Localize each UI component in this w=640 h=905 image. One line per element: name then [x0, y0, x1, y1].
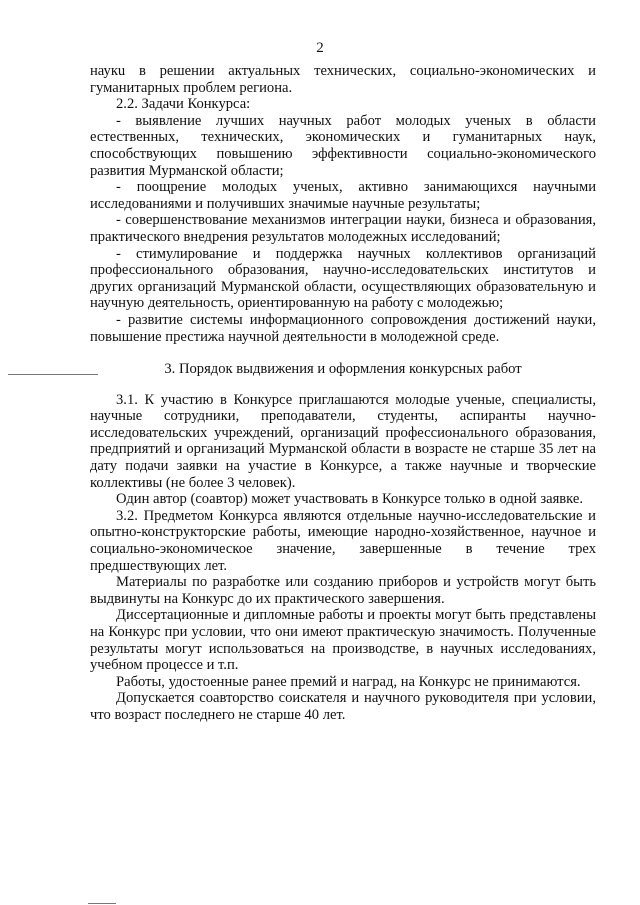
scan-artifact-line	[8, 374, 98, 375]
paragraph-continuation: наукu в решении актуальных технических, социально-экономических и гуманитарных проблем региона.	[90, 63, 596, 96]
paragraph-awarded-works: Работы, удостоенные ранее премий и наград, на Конкурс не принимаются.	[116, 673, 581, 690]
task-item-2: - поощрение молодых ученых, активно занимающихся научными исследованиями и получивших значимые научные результаты;	[90, 179, 596, 212]
paragraph-coauthorship: Допускается соавторство соискателя и научного руководителя при условии, что возраст последнего не старше 40 лет.	[90, 690, 596, 723]
paragraph-3-1: 3.1. К участию в Конкурсе приглашаются молодые ученые, специалисты, научные сотрудники, преподаватели, студенты, аспиранты научно-исследовательских учреждений, организаций профессионального образования, предприятий и организаций Мурманской области в возрасте не старше 35 лет на дату подачи заявки на участие в Конкурсе, а также научные и творческие коллективы (не более 3 человек).	[90, 391, 596, 491]
task-item-3: - совершенствование механизмов интеграции науки, бизнеса и образования, практического внедрения результатов молодежных исследований;	[90, 212, 596, 245]
section-heading: 3. Порядок выдвижения и оформления конкурсных работ	[164, 361, 522, 378]
page-number: 2	[316, 40, 324, 56]
subsection-heading-2-2: 2.2. Задачи Конкурса:	[116, 96, 251, 113]
paragraph-materials: Материалы по разработке или созданию приборов и устройств могут быть выдвинуты на Конкурс до их практического завершения.	[90, 574, 596, 607]
scan-artifact-bottom-line	[88, 903, 116, 904]
task-item-5: - развитие системы информационного сопровождения достижений науки, повышение престижа научной деятельности в молодежной среде.	[90, 311, 596, 345]
paragraph-one-author: Один автор (соавтор) может участвовать в Конкурсе только в одной заявке.	[116, 491, 584, 508]
task-item-1: - выявление лучших научных работ молодых ученых в области естественных, технических, экономических и гуманитарных наук, способствующих повышению эффективности социально-экономического развития Мурманской области;	[90, 112, 596, 179]
task-item-4: - стимулирование и поддержка научных коллективов организаций профессионального образования, научно-исследовательских институтов и других организаций Мурманской области, осуществляющих образовательную и научную деятельность, ориентированную на работу с молодежью;	[90, 245, 596, 312]
paragraph-3-2: 3.2. Предметом Конкурса являются отдельные научно-исследовательские и опытно-конструкторские работы, имеющие народно-хозяйственное, научное и социально-экономическое значение, завершенные в течение трех предшествующих лет.	[90, 507, 596, 574]
paragraph-dissertations: Диссертационные и дипломные работы и проекты могут быть представлены на Конкурс при условии, что они имеют практическую значимость. Полученные результаты могут использоваться на производстве, в научных исследованиях, учебном процессе и т.п.	[90, 607, 596, 674]
document-body	[90, 63, 596, 724]
